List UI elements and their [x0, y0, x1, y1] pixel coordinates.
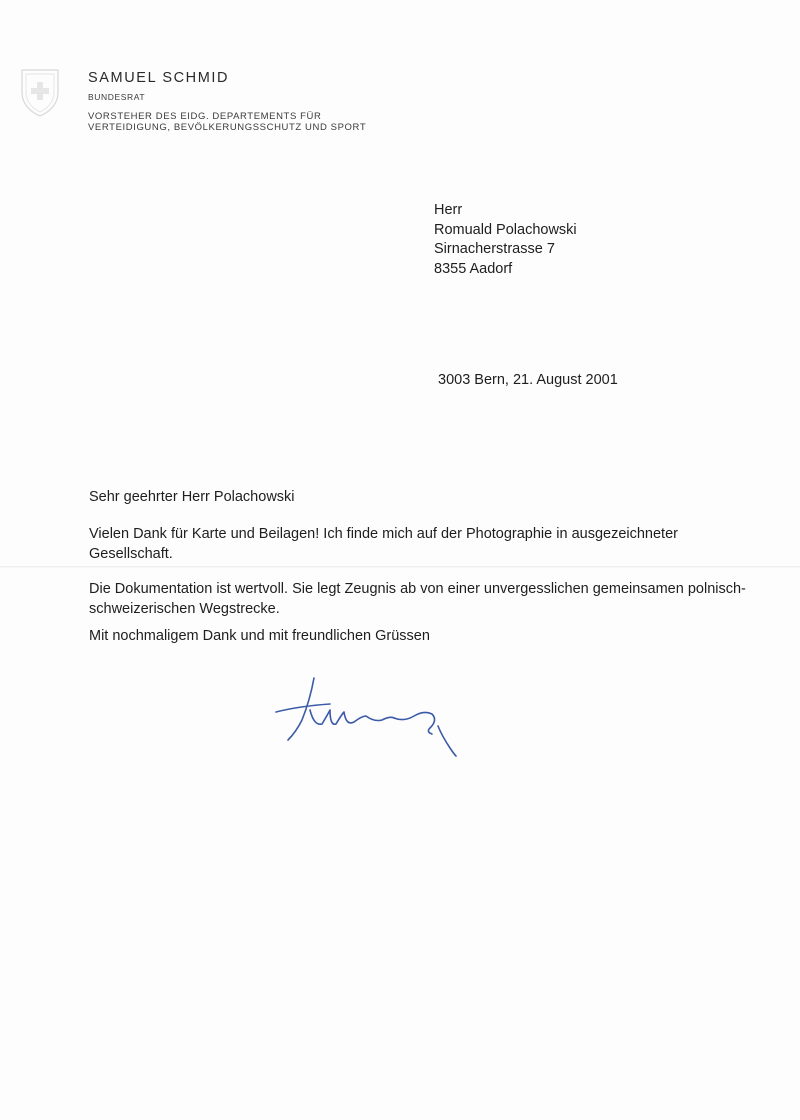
letter-closing: Mit nochmaligem Dank und mit freundlichen Grüssen: [89, 628, 430, 644]
recipient-city: 8355 Aadorf: [434, 260, 513, 277]
swiss-crest-emblem-icon: [18, 66, 62, 118]
letter-paragraph-1: Vielen Dank für Karte und Beilagen! Ich finde mich auf der Photographie in ausgezeichneter Gesellschaft.: [89, 526, 678, 562]
department-line-2: VERTEIDIGUNG, BEVÖLKERUNGSSCHUTZ UND SPORT: [88, 122, 367, 133]
department-line-1: VORSTEHER DES EIDG. DEPARTEMENTS FÜR: [88, 111, 322, 122]
recipient-street: Sirnacherstrasse 7: [434, 241, 555, 257]
place-and-date: 3003 Bern, 21. August 2001: [438, 372, 618, 388]
handwritten-signature: [270, 670, 470, 760]
recipient-honorific: Herr: [434, 202, 463, 218]
sender-name: SAMUEL SCHMID: [88, 70, 230, 86]
letter-salutation: Sehr geehrter Herr Polachowski: [89, 489, 295, 505]
letter-paragraph-2: Die Dokumentation ist wertvoll. Sie legt Zeugnis ab von einer unvergesslichen gemeinsamen polnisch-schweizerischen Wegstrecke.: [89, 581, 746, 617]
recipient-address: [434, 201, 577, 279]
recipient-name: Romuald Polachowski: [434, 221, 577, 238]
fold-line: [0, 566, 800, 568]
sender-title: BUNDESRAT: [88, 92, 146, 102]
